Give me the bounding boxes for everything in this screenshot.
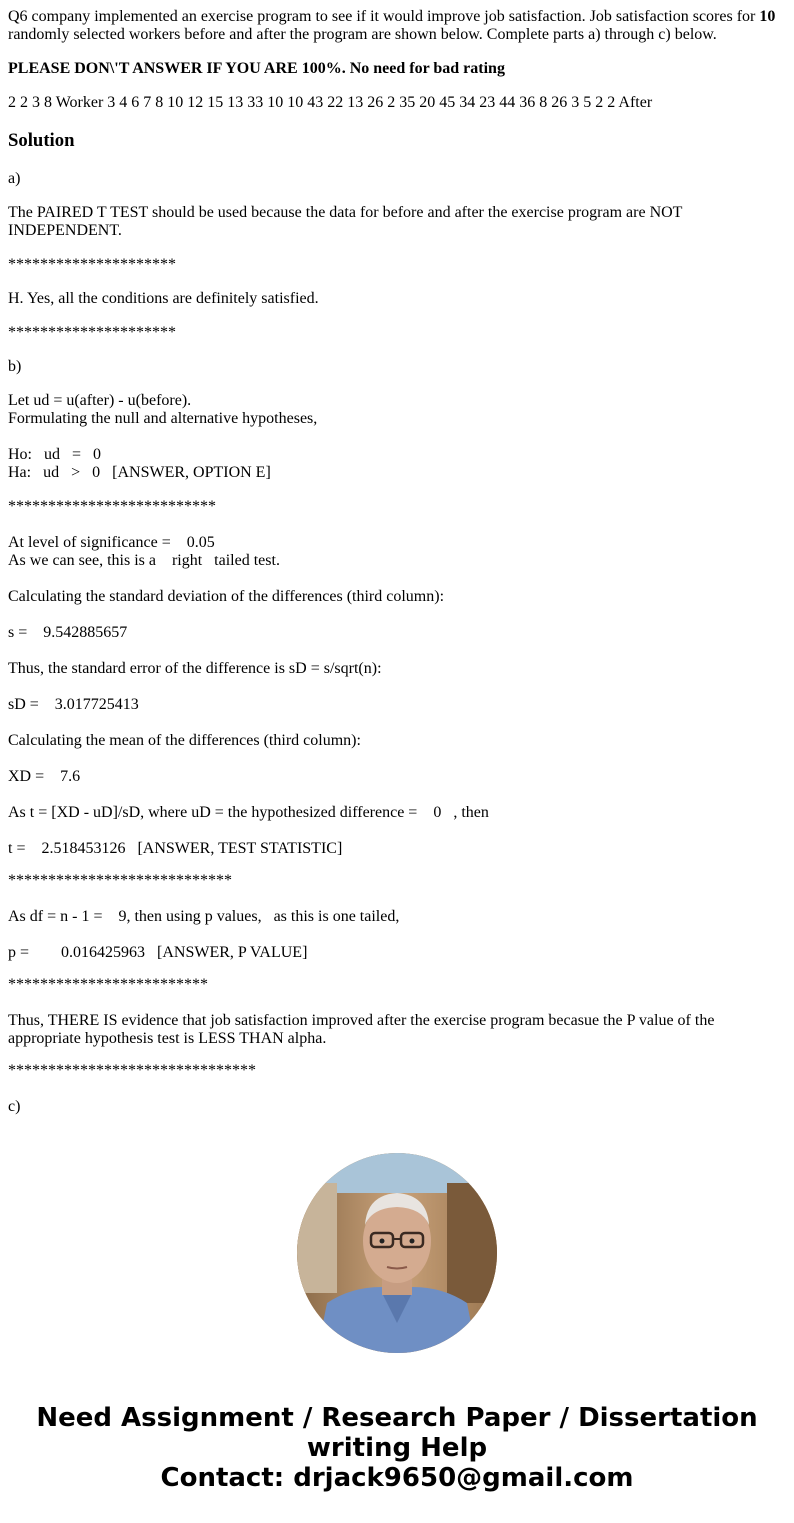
solution-heading: Solution <box>8 130 75 151</box>
author-photo <box>297 1153 497 1353</box>
promo-line-1: Need Assignment / Research Paper / Dissertation <box>36 1403 758 1433</box>
question-text-start: Q6 company implemented an exercise program to see if it would improve job satisfaction. Job satisfaction scores for <box>8 8 760 25</box>
separator-stars: ********************* <box>8 256 176 273</box>
sd-value: sD = 3.017725413 <box>8 696 139 713</box>
s-value: s = 9.542885657 <box>8 624 128 641</box>
part-a-text: The PAIRED T TEST should be used because the data for before and after the exercise program are NOT INDEPENDENT. <box>8 204 687 239</box>
document-body <box>8 8 786 1132</box>
separator-stars: **************************** <box>8 872 232 889</box>
question-text <box>8 8 786 44</box>
promo-footer <box>0 1403 794 1493</box>
part-b-label: b) <box>8 358 22 375</box>
portrait-image <box>297 1153 497 1353</box>
part-c-label: c) <box>8 1098 21 1115</box>
warning-text <box>8 60 786 78</box>
significance-text: At level of significance = 0.05 As we can see, this is a right tailed test. <box>8 534 280 569</box>
definition-text: Let ud = u(after) - u(before). Formulating the null and alternative hypotheses, <box>8 392 318 427</box>
hypotheses-text: Ho: ud = 0 Ha: ud > 0 [ANSWER, OPTION E] <box>8 446 271 481</box>
separator-stars: ******************************* <box>8 1062 256 1079</box>
contact-line: Contact: drjack9650@gmail.com <box>160 1463 634 1493</box>
p-value: p = 0.016425963 [ANSWER, P VALUE] <box>8 944 308 961</box>
mean-intro: Calculating the mean of the differences (third column): <box>8 732 361 749</box>
xd-value: XD = 7.6 <box>8 768 81 785</box>
separator-stars: ********************* <box>8 324 176 341</box>
se-intro: Thus, the standard error of the difference is sD = s/sqrt(n): <box>8 660 382 677</box>
sd-intro: Calculating the standard deviation of the differences (third column): <box>8 588 445 605</box>
conclusion-text: Thus, THERE IS evidence that job satisfaction improved after the exercise program becasue the P value of the appropriate hypothesis test is LESS THAN alpha. <box>8 1012 719 1047</box>
question-text-end: randomly selected workers before and after the program are shown below. Complete parts a) through c) below. <box>8 8 780 43</box>
df-line: As df = n - 1 = 9, then using p values, as this is one tailed, <box>8 908 400 925</box>
data-line: 2 2 3 8 Worker 3 4 6 7 8 10 12 15 13 33 10 10 43 22 13 26 2 35 20 45 34 23 44 36 8 26 3 5 2 2 After <box>8 94 653 111</box>
promo-line-2: writing Help <box>306 1433 488 1463</box>
t-value: t = 2.518453126 [ANSWER, TEST STATISTIC] <box>8 840 343 857</box>
sample-size: 10 <box>759 8 776 25</box>
separator-stars: ************************** <box>8 498 216 515</box>
warning-bold: PLEASE DON\'T ANSWER IF YOU ARE 100%. No need for bad rating <box>8 60 505 77</box>
t-formula: As t = [XD - uD]/sD, where uD = the hypothesized difference = 0 , then <box>8 804 489 821</box>
separator-stars: ************************* <box>8 976 208 993</box>
part-a-label: a) <box>8 170 21 187</box>
conditions-answer: H. Yes, all the conditions are definitely satisfied. <box>8 290 319 307</box>
